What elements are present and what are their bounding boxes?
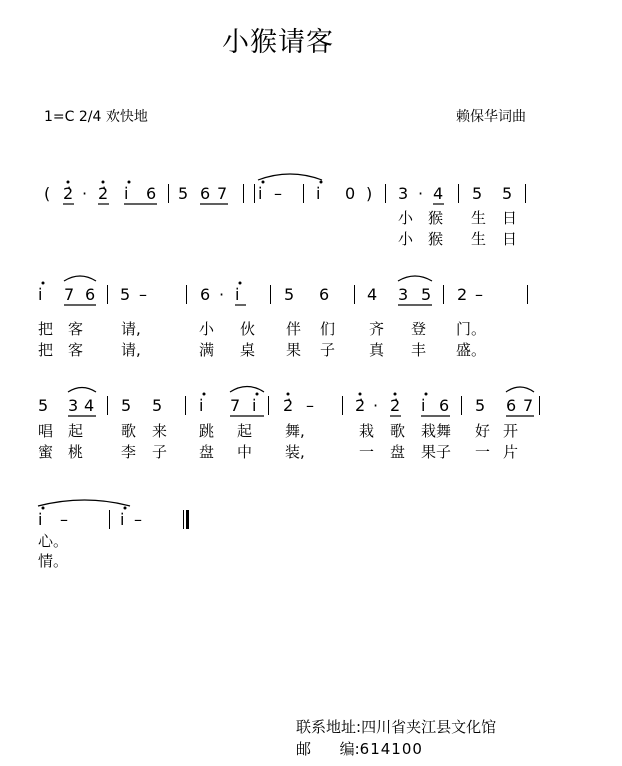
note: 5: [120, 285, 131, 304]
lyric: 子: [320, 341, 336, 359]
tie-slur: [398, 276, 432, 281]
note: 2̇: [390, 396, 401, 415]
note: 4: [433, 184, 444, 203]
tie-slur: [230, 387, 264, 393]
lyric: 桌: [240, 341, 256, 359]
note: 5: [178, 184, 189, 203]
lyric: 小: [398, 209, 414, 227]
lyric: 李: [121, 443, 137, 461]
note: 2: [457, 285, 468, 304]
note: 3: [398, 184, 409, 203]
lyric: 歌: [121, 422, 137, 440]
note-dash: –: [306, 396, 314, 415]
barline: [354, 285, 355, 304]
note: 5: [284, 285, 295, 304]
lyric: 丰: [411, 341, 427, 359]
lyric: 们: [320, 320, 336, 338]
note: 0: [345, 184, 356, 203]
final-barline-thin: [183, 510, 184, 529]
barline: [107, 396, 108, 415]
note: 2̇: [283, 396, 294, 415]
barline: [385, 184, 386, 203]
note-dot: ·: [418, 184, 424, 203]
lyric: 子: [152, 443, 168, 461]
lyric: 客: [68, 320, 84, 338]
lyric: 来: [152, 422, 168, 440]
tie-slur: [506, 387, 534, 392]
note: 7: [64, 285, 75, 304]
lyric: 唱: [38, 422, 54, 440]
composer-credit: 赖保华词曲: [456, 109, 526, 125]
note: 6: [439, 396, 450, 415]
lyric: 装,: [285, 443, 305, 461]
key-signature: 1=C 2/4 欢快地: [44, 109, 148, 125]
lyric: 登: [411, 320, 427, 338]
lyric: 猴: [428, 209, 444, 227]
lyric: 把: [38, 320, 54, 338]
note-dash: –: [134, 510, 142, 529]
lyric: 果子: [421, 443, 452, 461]
note: i̇: [38, 510, 43, 529]
lyric: 好: [475, 422, 491, 440]
barline: [107, 285, 108, 304]
barline: [443, 285, 444, 304]
note: 5: [421, 285, 432, 304]
barline: [186, 285, 187, 304]
note: i̇: [199, 396, 204, 415]
address-label: 联系地址:: [296, 718, 362, 736]
note-dash: –: [274, 184, 282, 203]
note: 6: [319, 285, 330, 304]
lyric: 生: [471, 230, 487, 248]
lyric: 盘: [390, 443, 406, 461]
barline: [303, 184, 304, 203]
lyric: 门。: [456, 320, 487, 338]
close-paren: ): [366, 184, 373, 203]
barline: [527, 285, 528, 304]
lyric: 开: [503, 422, 519, 440]
note-dot: ·: [373, 396, 379, 415]
note: 5: [502, 184, 513, 203]
note: 5: [121, 396, 132, 415]
note-dash: –: [139, 285, 147, 304]
lyric: 生: [471, 209, 487, 227]
note-dot: ·: [82, 184, 88, 203]
note: 2̇: [355, 396, 366, 415]
lyric: 一: [359, 443, 375, 461]
lyric: 客: [68, 341, 84, 359]
lyric: 一: [475, 443, 491, 461]
lyric: 歌: [390, 422, 406, 440]
note-dash: –: [475, 285, 483, 304]
lyric: 猴: [428, 230, 444, 248]
lyric: 舞,: [285, 422, 305, 440]
note: i̇: [252, 396, 257, 415]
barline: [168, 184, 169, 203]
note: 2̇: [63, 184, 74, 203]
lyric: 小: [199, 320, 215, 338]
lyric: 情。: [38, 552, 69, 570]
note: 4: [367, 285, 378, 304]
barline: [539, 396, 540, 415]
barline: [243, 184, 244, 203]
note: 5: [475, 396, 486, 415]
lyric: 中: [237, 443, 253, 461]
note: 6: [146, 184, 157, 203]
tie-slur: [258, 174, 322, 180]
address-value: 四川省夹江县文化馆: [361, 718, 497, 736]
barline: [185, 396, 186, 415]
contact-address: [296, 716, 496, 737]
lyric: 小: [398, 230, 414, 248]
lyric: 把: [38, 341, 54, 359]
note: 7: [523, 396, 534, 415]
song-title: 小猴请客: [222, 27, 334, 58]
note-dash: –: [60, 510, 68, 529]
lyric: 片: [503, 443, 519, 461]
note: i̇: [316, 184, 321, 203]
lyric: 日: [502, 230, 518, 248]
lyric: 伴: [286, 320, 302, 338]
lyric: 心。: [38, 532, 69, 550]
lyric: 满: [199, 341, 215, 359]
lyric: 请,: [121, 320, 141, 338]
note: 7: [230, 396, 241, 415]
note-dot: ·: [219, 285, 225, 304]
note: 3: [68, 396, 79, 415]
lyric: 齐: [369, 320, 385, 338]
lyric: 盛。: [456, 341, 487, 359]
barline: [270, 285, 271, 304]
barline: [461, 396, 462, 415]
lyric: 起: [237, 422, 253, 440]
lyric: 跳: [199, 422, 215, 440]
note: 6: [506, 396, 517, 415]
note: 7: [217, 184, 228, 203]
note: i̇: [258, 184, 263, 203]
lyric: 真: [369, 341, 385, 359]
postcode-value: 614100: [359, 740, 423, 758]
note: 6: [200, 285, 211, 304]
barline: [342, 396, 343, 415]
note: 6: [200, 184, 211, 203]
note: i̇: [124, 184, 129, 203]
lyric: 日: [502, 209, 518, 227]
lyric: 请,: [121, 341, 141, 359]
barline: [254, 184, 255, 203]
note: 4: [84, 396, 95, 415]
lyric: 栽: [359, 422, 375, 440]
note: i̇: [235, 285, 240, 304]
lyric: 栽舞: [421, 422, 452, 440]
barline: [268, 396, 269, 415]
barline: [525, 184, 526, 203]
note: 5: [472, 184, 483, 203]
lyric: 伙: [240, 320, 256, 338]
tie-slur: [38, 500, 130, 506]
contact-postcode: [296, 738, 423, 759]
postcode-label: 邮 编:: [296, 740, 360, 758]
note: 5: [38, 396, 49, 415]
lyric: 果: [286, 341, 302, 359]
final-barline-thick: [186, 510, 189, 529]
note: i̇: [38, 285, 43, 304]
note: i̇: [120, 510, 125, 529]
open-paren: (: [44, 184, 51, 203]
note: 5: [152, 396, 163, 415]
note: 6: [85, 285, 96, 304]
note: i̇: [421, 396, 426, 415]
barline: [109, 510, 110, 529]
barline: [458, 184, 459, 203]
note: 3: [398, 285, 409, 304]
lyric: 盘: [199, 443, 215, 461]
lyric: 起: [68, 422, 84, 440]
lyric: 桃: [68, 443, 84, 461]
tie-slur: [64, 276, 96, 281]
tie-slur: [68, 388, 96, 393]
note: 2̇: [98, 184, 109, 203]
lyric: 蜜: [38, 443, 54, 461]
